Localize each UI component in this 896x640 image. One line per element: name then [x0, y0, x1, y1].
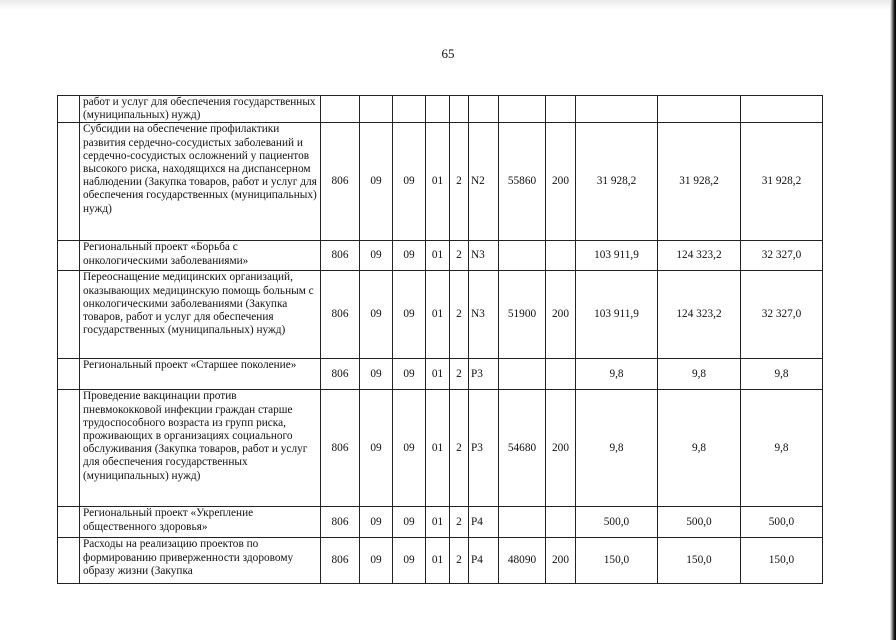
col-direction: [499, 241, 546, 271]
col-sum-year1: 9,8: [576, 359, 658, 390]
col-subprogram: 2: [450, 507, 469, 538]
col-gr: 806: [321, 507, 360, 538]
col-sum-year2: [658, 96, 741, 123]
col-sum-year1: 103 911,9: [576, 271, 658, 359]
col-sum-year3: 9,8: [741, 390, 823, 507]
col-expense-type: [546, 507, 576, 538]
row-name: Субсидии на обеспечение профилактики развития сердечно-сосудистых заболеваний и сердечно-сосудистых осложнений у пациентов высокого риска, находящихся на диспансерном наблюдении (Закупка товаров, работ и услуг для обеспечения государственных (муниципальных) нужд): [80, 123, 321, 241]
col-project: N3: [469, 271, 499, 359]
col-program: [426, 96, 450, 123]
col-gr: 806: [321, 538, 360, 584]
col-rz: 09: [360, 271, 393, 359]
col-direction: 55860: [499, 123, 546, 241]
row-name: Проведение вакцинации против пневмококковой инфекции граждан старше трудоспособного возраста из групп риска, проживающих в организациях социального обслуживания (Закупка товаров, работ и услуг для обеспечения государственных (муниципальных) нужд): [80, 390, 321, 507]
col-project: P3: [469, 359, 499, 390]
col-pr: 09: [393, 359, 426, 390]
col-direction: 54680: [499, 390, 546, 507]
col-subprogram: 2: [450, 271, 469, 359]
col-rz: 09: [360, 390, 393, 507]
col-rz: 09: [360, 241, 393, 271]
col-expense-type: [546, 96, 576, 123]
col-sum-year2: 150,0: [658, 538, 741, 584]
col-subprogram: 2: [450, 241, 469, 271]
row-name: Переоснащение медицинских организаций, оказывающих медицинскую помощь больным с онкологическими заболеваниями (Закупка товаров, работ и услуг для обеспечения государственных (муниципальных) нужд): [80, 271, 321, 359]
col-sum-year1: 9,8: [576, 390, 658, 507]
col-sum-year2: 500,0: [658, 507, 741, 538]
col-expense-type: 200: [546, 538, 576, 584]
col-expense-type: 200: [546, 390, 576, 507]
row-name: Региональный проект «Укрепление общественного здоровья»: [80, 507, 321, 538]
col-project: N2: [469, 123, 499, 241]
col-project: [469, 96, 499, 123]
col-sum-year1: 150,0: [576, 538, 658, 584]
col-sum-year1: [576, 96, 658, 123]
col-sum-year3: 32 327,0: [741, 271, 823, 359]
col-expense-type: 200: [546, 123, 576, 241]
col-subprogram: 2: [450, 390, 469, 507]
col-project: P4: [469, 507, 499, 538]
col-sum-year3: [741, 96, 823, 123]
table-row: [58, 538, 823, 584]
scan-shadow-top: [0, 0, 896, 10]
row-marker-cell: [58, 359, 80, 390]
table-row: [58, 241, 823, 271]
table-row: [58, 96, 823, 123]
row-marker-cell: [58, 123, 80, 241]
row-name: работ и услуг для обеспечения государственных (муниципальных) нужд): [80, 96, 321, 123]
col-gr: [321, 96, 360, 123]
table-row: [58, 271, 823, 359]
table-row: [58, 390, 823, 507]
col-pr: 09: [393, 241, 426, 271]
col-rz: 09: [360, 538, 393, 584]
col-rz: 09: [360, 507, 393, 538]
col-sum-year2: 9,8: [658, 359, 741, 390]
col-sum-year3: 500,0: [741, 507, 823, 538]
row-marker-cell: [58, 271, 80, 359]
col-sum-year1: 103 911,9: [576, 241, 658, 271]
col-project: N3: [469, 241, 499, 271]
table-row: [58, 507, 823, 538]
col-direction: 48090: [499, 538, 546, 584]
row-marker-cell: [58, 390, 80, 507]
col-pr: 09: [393, 123, 426, 241]
col-direction: 51900: [499, 271, 546, 359]
col-program: 01: [426, 507, 450, 538]
col-subprogram: 2: [450, 538, 469, 584]
col-sum-year2: 124 323,2: [658, 241, 741, 271]
col-program: 01: [426, 271, 450, 359]
col-expense-type: [546, 359, 576, 390]
col-program: 01: [426, 123, 450, 241]
col-direction: [499, 507, 546, 538]
col-program: 01: [426, 538, 450, 584]
col-sum-year2: 31 928,2: [658, 123, 741, 241]
col-sum-year1: 31 928,2: [576, 123, 658, 241]
col-program: 01: [426, 241, 450, 271]
col-pr: 09: [393, 390, 426, 507]
col-project: P3: [469, 390, 499, 507]
col-project: P4: [469, 538, 499, 584]
col-sum-year2: 124 323,2: [658, 271, 741, 359]
col-gr: 806: [321, 123, 360, 241]
row-marker-cell: [58, 507, 80, 538]
col-program: 01: [426, 390, 450, 507]
col-sum-year3: 31 928,2: [741, 123, 823, 241]
col-program: 01: [426, 359, 450, 390]
col-subprogram: 2: [450, 359, 469, 390]
col-sum-year3: 150,0: [741, 538, 823, 584]
col-sum-year1: 500,0: [576, 507, 658, 538]
col-subprogram: 2: [450, 123, 469, 241]
budget-table: [57, 95, 823, 584]
col-rz: 09: [360, 359, 393, 390]
row-marker-cell: [58, 241, 80, 271]
row-marker-cell: [58, 538, 80, 584]
col-pr: [393, 96, 426, 123]
col-sum-year3: 9,8: [741, 359, 823, 390]
col-direction: [499, 96, 546, 123]
col-direction: [499, 359, 546, 390]
table-row: [58, 123, 823, 241]
col-sum-year3: 32 327,0: [741, 241, 823, 271]
col-subprogram: [450, 96, 469, 123]
col-gr: 806: [321, 359, 360, 390]
col-gr: 806: [321, 241, 360, 271]
col-pr: 09: [393, 507, 426, 538]
row-marker-cell: [58, 96, 80, 123]
scan-edge-right: [890, 0, 896, 640]
col-pr: 09: [393, 271, 426, 359]
row-name: Расходы на реализацию проектов по формированию приверженности здоровому образу жизни (Закупка: [80, 538, 321, 584]
col-rz: [360, 96, 393, 123]
col-sum-year2: 9,8: [658, 390, 741, 507]
page-number: 65: [441, 46, 455, 61]
col-gr: 806: [321, 271, 360, 359]
col-expense-type: [546, 241, 576, 271]
col-expense-type: 200: [546, 271, 576, 359]
table-row: [58, 359, 823, 390]
row-name: Региональный проект «Борьба с онкологическими заболеваниями»: [80, 241, 321, 271]
row-name: Региональный проект «Старшее поколение»: [80, 359, 321, 390]
col-rz: 09: [360, 123, 393, 241]
col-gr: 806: [321, 390, 360, 507]
col-pr: 09: [393, 538, 426, 584]
